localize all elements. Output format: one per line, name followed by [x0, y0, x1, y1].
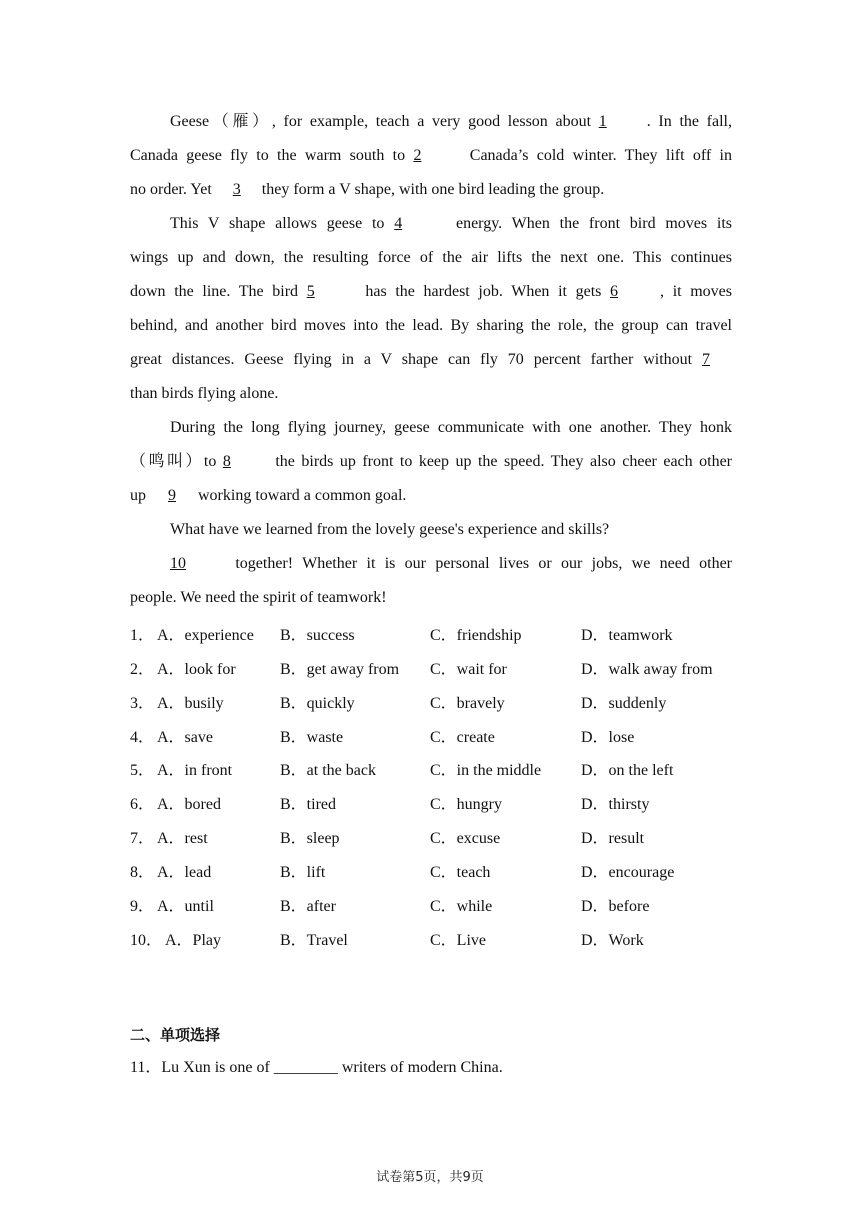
question-number: 2． [130, 661, 155, 678]
question-options-row [130, 893, 770, 913]
blank-4: 4 [394, 215, 403, 232]
option-b[interactable]: B．tired [280, 796, 336, 813]
passage-line [130, 554, 732, 574]
passage-line [130, 316, 732, 336]
passage-text: working toward a common goal. [198, 487, 407, 504]
passage-line [130, 112, 732, 132]
question-options-row [130, 622, 770, 642]
option-c[interactable]: C．teach [430, 864, 491, 881]
option-b[interactable]: B．success [280, 627, 355, 644]
option-b[interactable]: B．at the back [280, 762, 376, 779]
blank-10: 10 [170, 555, 186, 572]
page-footer: 试卷第5页，共9页 [376, 1170, 484, 1185]
question-number: 7． [130, 830, 155, 847]
question-options-row [130, 825, 770, 845]
question-11: 11．Lu Xun is one of ________ writers of modern China. [130, 1059, 503, 1076]
option-c[interactable]: C．wait for [430, 661, 507, 678]
passage-text: . In the fall, [646, 113, 732, 130]
option-b[interactable]: B．quickly [280, 695, 355, 712]
passage-line [170, 520, 609, 540]
question-number: 3． [130, 695, 155, 712]
passage-text: Canada geese fly to the warm south to [130, 147, 406, 164]
option-a[interactable]: A．rest [157, 830, 208, 847]
passage-line [130, 452, 732, 472]
passage-line [130, 384, 278, 404]
option-d[interactable]: D．lose [581, 729, 635, 746]
question-options-row [130, 690, 770, 710]
passage-line [130, 418, 732, 438]
option-b[interactable]: B．get away from [280, 661, 400, 678]
passage-line [130, 588, 387, 608]
option-c[interactable]: C．Live [430, 932, 486, 949]
passage-line [130, 248, 732, 268]
option-c[interactable]: C．bravely [430, 695, 505, 712]
question-number: 1． [130, 627, 155, 644]
blank-1: 1 [598, 113, 607, 130]
passage-text: great distances. Geese flying in a V shape can fly 70 percent farther without [130, 351, 693, 368]
passage-text: the birds up front to keep up the speed. They also cheer each other [275, 453, 733, 470]
passage-line [130, 214, 732, 234]
passage-text: behind, and another bird moves into the lead. By sharing the role, the group can travel [130, 317, 732, 334]
question-number: 8． [130, 864, 155, 881]
option-d[interactable]: D．suddenly [581, 695, 667, 712]
question-number: 6． [130, 796, 155, 813]
question-number: 4． [130, 729, 155, 746]
option-c[interactable]: C．hungry [430, 796, 503, 813]
option-d[interactable]: D．encourage [581, 864, 675, 881]
passage-text: energy. When the front bird moves its [455, 215, 732, 232]
option-c[interactable]: C．in the middle [430, 762, 542, 779]
option-a[interactable]: A．in front [157, 762, 233, 779]
question-options-row [130, 927, 770, 947]
passage-text: During the long flying journey, geese communicate with one another. They honk [170, 419, 732, 436]
option-a[interactable]: A．lead [157, 864, 212, 881]
option-a[interactable]: A．Play [165, 932, 222, 949]
passage-line [130, 146, 732, 166]
option-d[interactable]: D．thirsty [581, 796, 650, 813]
option-a[interactable]: A．busily [157, 695, 224, 712]
blank-8: 8 [222, 453, 231, 470]
blank-5: 5 [306, 283, 315, 300]
option-d[interactable]: D．walk away from [581, 661, 713, 678]
blank-9: 9 [168, 487, 176, 504]
option-c[interactable]: C．while [430, 898, 493, 915]
option-c[interactable]: C．create [430, 729, 495, 746]
option-a[interactable]: A．look for [157, 661, 236, 678]
option-d[interactable]: D．on the left [581, 762, 674, 779]
option-d[interactable]: D．before [581, 898, 650, 915]
section-title: 二、单项选择 [130, 1026, 221, 1044]
question-number: 5． [130, 762, 155, 779]
option-d[interactable]: D．teamwork [581, 627, 673, 644]
option-d[interactable]: D．result [581, 830, 645, 847]
option-c[interactable]: C．friendship [430, 627, 522, 644]
option-a[interactable]: A．until [157, 898, 214, 915]
option-c[interactable]: C．excuse [430, 830, 501, 847]
option-b[interactable]: B．waste [280, 729, 344, 746]
passage-line [130, 486, 406, 506]
passage-text: wings up and down, the resulting force of the air lifts the next one. This continues [130, 249, 732, 266]
passage-text: （鸣叫）to [130, 453, 217, 470]
blank-6: 6 [610, 283, 619, 300]
passage-text: What have we learned from the lovely geese's experience and skills? [170, 521, 610, 538]
passage-line [130, 350, 732, 370]
passage-line [130, 282, 732, 302]
passage-text: Canada’s cold winter. They lift off in [469, 147, 732, 164]
passage-text: Geese（雁）, for example, teach a very good lesson about [170, 113, 592, 130]
passage-text: up [130, 487, 146, 504]
passage-text: down the line. The bird [130, 283, 299, 300]
passage-text: than birds flying alone. [130, 385, 279, 402]
question-number: 9． [130, 898, 155, 915]
option-b[interactable]: B．after [280, 898, 336, 915]
passage-text: , it moves [660, 283, 733, 300]
option-a[interactable]: A．experience [157, 627, 254, 644]
passage-text: This V shape allows geese to [170, 215, 385, 232]
question-number: 10． [130, 932, 163, 949]
option-b[interactable]: B．Travel [280, 932, 348, 949]
question-options-row [130, 791, 770, 811]
passage-line [130, 180, 604, 200]
passage-text: has the hardest job. When it gets [365, 283, 602, 300]
option-b[interactable]: B．lift [280, 864, 326, 881]
passage-text: people. We need the spirit of teamwork! [130, 589, 387, 606]
question-options-row [130, 859, 770, 879]
option-a[interactable]: A．save [157, 729, 213, 746]
blank-7: 7 [702, 351, 711, 368]
blank-2: 2 [413, 147, 422, 164]
blank-3: 3 [232, 181, 241, 198]
option-a[interactable]: A．bored [157, 796, 221, 813]
question-options-row [130, 656, 770, 676]
question-options-row [130, 757, 770, 777]
passage-text: they form a V shape, with one bird leading the group. [261, 181, 605, 198]
option-b[interactable]: B．sleep [280, 830, 340, 847]
passage-text: together! Whether it is our personal lives or our jobs, we need other [235, 555, 733, 572]
option-d[interactable]: D．Work [581, 932, 644, 949]
passage-text: no order. Yet [130, 181, 212, 198]
question-options-row [130, 724, 770, 744]
